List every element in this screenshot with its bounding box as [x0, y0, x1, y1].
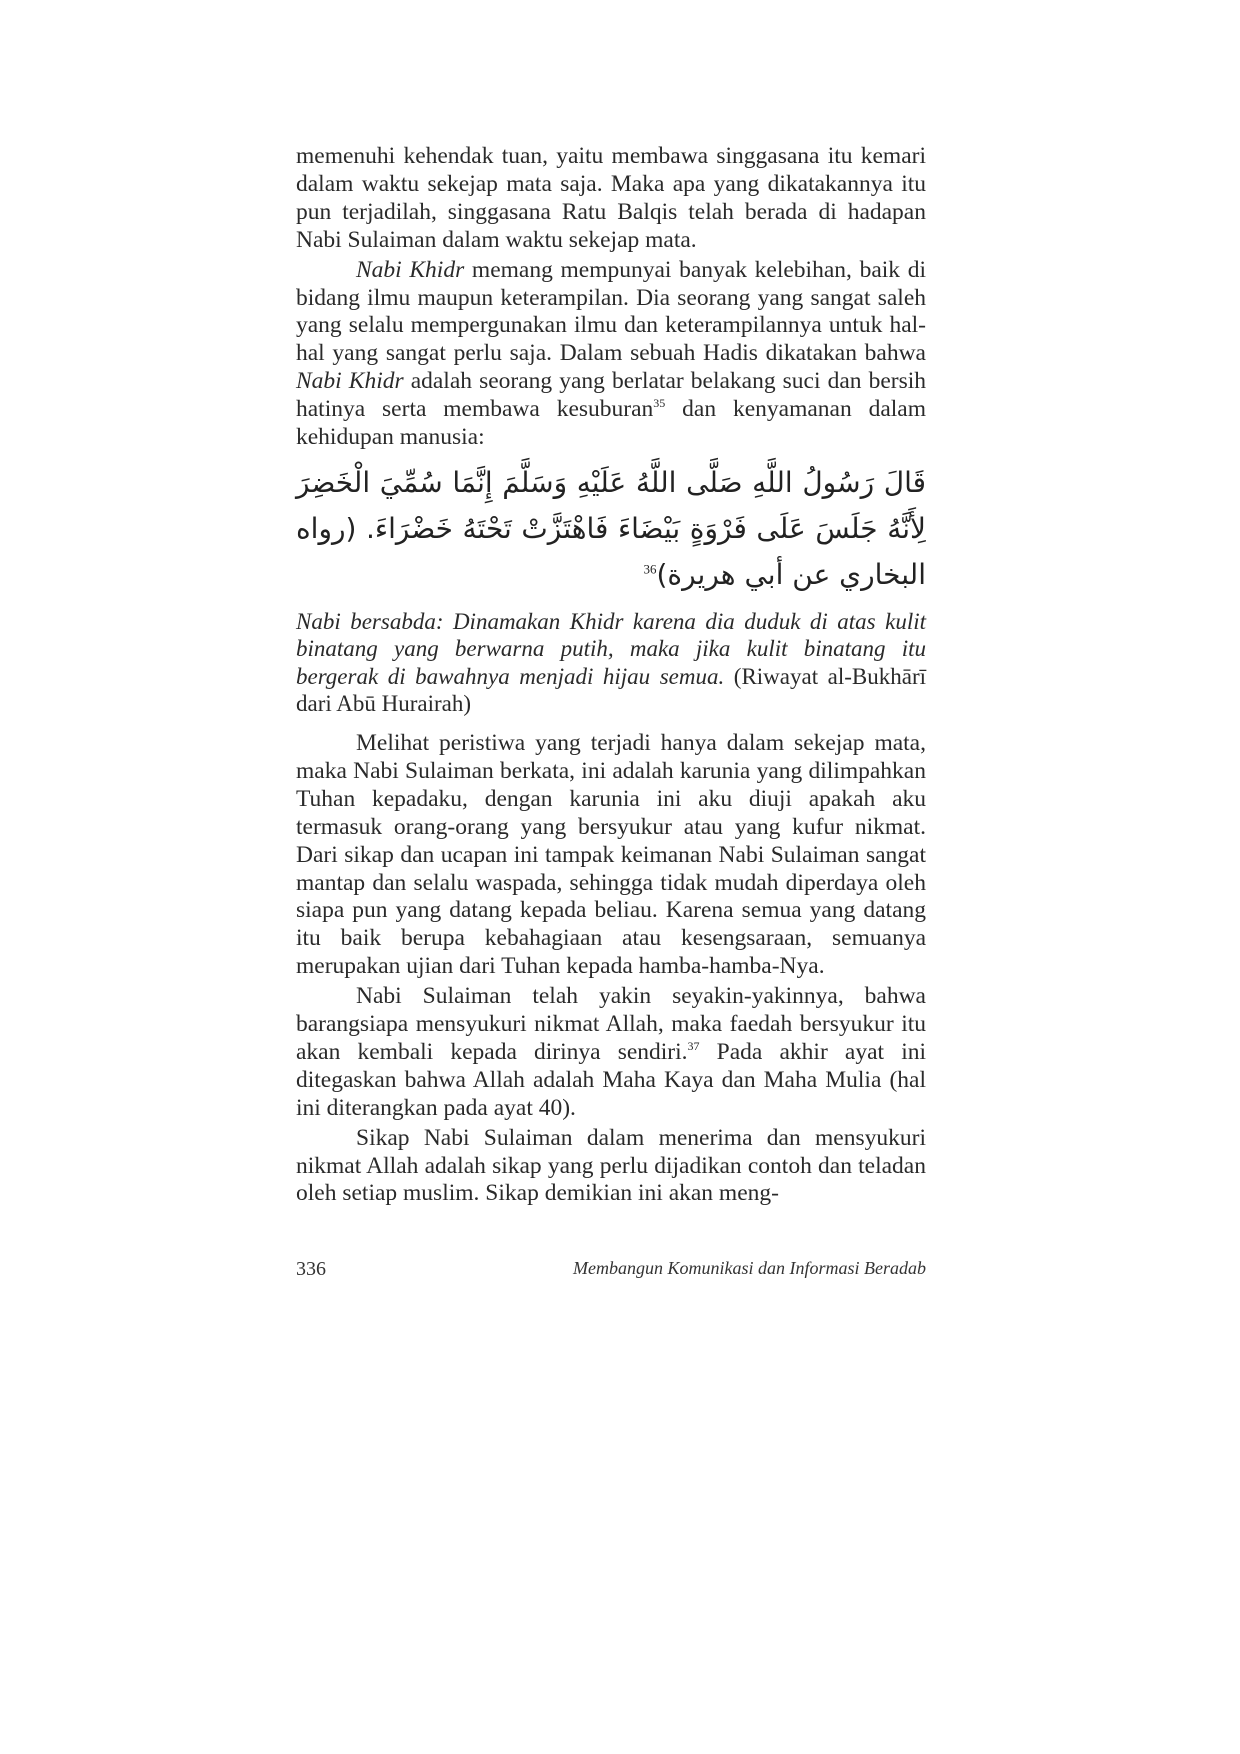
page-body	[296, 143, 926, 1208]
paragraph-2-text-b: adalah seorang yang berlatar belakang suci dan bersih hatinya serta membawa kesuburan	[296, 368, 926, 423]
hadith-arabic-text: قَالَ رَسُولُ اللَّهِ صَلَّى اللَّهُ عَلَيْهِ وَسَلَّمَ إِنَّمَا سُمِّيَ الْخَضِرَ لِأَنَّهُ جَلَسَ عَلَى فَرْوَةٍ بَيْضَاءَ فَاهْتَزَّتْ تَحْتَهُ خَضْرَاءَ. (رواه البخاري عن أبي هريرة)	[296, 465, 926, 591]
paragraph-2-text-c: dan kenyamanan dalam kehidupan manusia:	[296, 396, 926, 451]
paragraph-4-text-b: Pada akhir ayat ini ditegaskan bahwa Allah adalah Maha Kaya dan Maha Mulia (hal ini diterangkan pada ayat 40).	[296, 1038, 926, 1121]
footnote-ref-35: 35	[653, 396, 666, 411]
hadith-arabic	[296, 460, 926, 598]
hadith-source: (Riwayat al-Bukhārī dari Abū Hurairah)	[296, 663, 926, 717]
running-title: Membangun Komunikasi dan Informasi Beradab	[573, 1258, 926, 1278]
paragraph-5: Sikap Nabi Sulaiman dalam menerima dan mensyukuri nikmat Allah adalah sikap yang perlu dijadikan contoh dan teladan oleh setiap muslim. Sikap demikian ini akan meng-	[296, 1124, 926, 1207]
paragraph-4-text-a: Nabi Sulaiman telah yakin seyakin-yakinnya, bahwa barangsiapa mensyukuri nikmat Allah, maka faedah bersyukur itu akan kembali kepada dirinya sendiri.	[296, 983, 926, 1065]
hadith-translation	[296, 608, 926, 718]
paragraph-4	[296, 983, 926, 1123]
footnote-ref-37: 37	[687, 1039, 700, 1054]
nabi-khidr-name-2: Nabi Khidr	[296, 368, 404, 395]
page-number: 336	[296, 1258, 326, 1280]
paragraph-3: Melihat peristiwa yang terjadi hanya dalam sekejap mata, maka Nabi Sulaiman berkata, ini adalah karunia yang dilimpahkan Tuhan kepadaku, dengan karunia ini aku diuji apakah aku termasuk orang-orang yang bersyukur atau yang kufur nikmat. Dari sikap dan ucapan ini tampak keimanan Nabi Sulaiman sangat mantap dan selalu waspada, sehingga tidak mudah diperdaya oleh siapa pun yang datang kepada beliau. Karena semua yang datang itu baik berupa kebahagiaan atau kesengsaraan, semuanya merupakan ujian dari Tuhan kepada hamba-hamba-Nya.	[296, 729, 926, 980]
page-footer	[296, 1258, 926, 1286]
paragraph-2-text-a: memang mempunyai banyak kelebihan, baik di bidang ilmu maupun keterampilan. Dia seorang yang sangat saleh yang selalu mempergunakan ilmu dan keterampilannya untuk hal-hal yang sangat perlu saja. Dalam sebuah Hadis dikatakan bahwa	[296, 256, 926, 367]
nabi-khidr-name: Nabi Khidr	[356, 256, 465, 283]
hadith-translation-text: Nabi bersabda: Dinamakan Khidr karena dia duduk di atas kulit binatang yang berwarna putih, maka jika kulit binatang itu bergerak di bawahnya menjadi hijau semua.	[296, 608, 926, 689]
paragraph-1: memenuhi kehendak tuan, yaitu membawa singgasana itu kemari dalam waktu sekejap mata saja. Maka apa yang dikatakannya itu pun terjadilah, singgasana Ratu Balqis telah berada di hadapan Nabi Sulaiman dalam waktu sekejap mata.	[296, 143, 926, 253]
footnote-ref-36: 36	[643, 561, 657, 577]
paragraph-2	[296, 257, 926, 452]
